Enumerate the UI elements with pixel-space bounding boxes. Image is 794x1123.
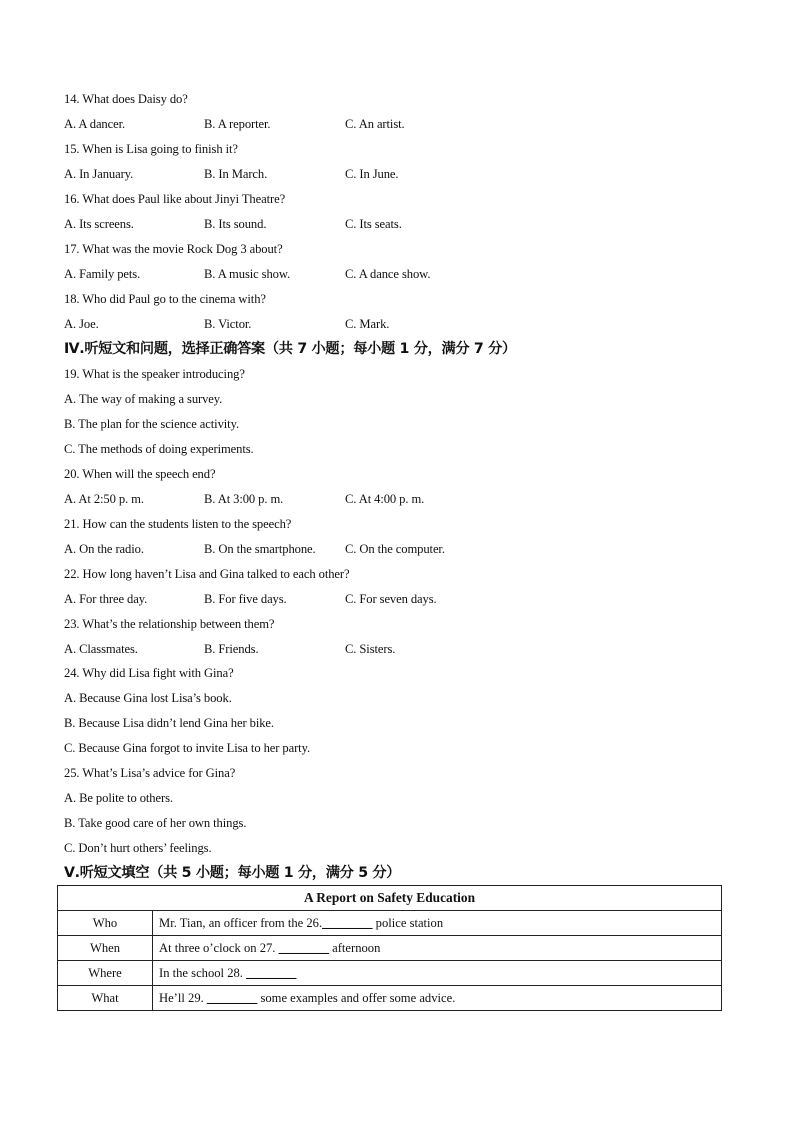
question-17-options	[64, 266, 484, 282]
option-a[interactable]: A. At 2:50 p. m.	[64, 492, 144, 506]
option-a[interactable]: A. Family pets.	[64, 267, 141, 281]
question-23: 23. What’s the relationship between them?	[64, 617, 275, 631]
question-16-options	[64, 216, 484, 232]
question-24-option-a[interactable]: A. Because Gina lost Lisa’s book.	[64, 691, 232, 705]
row-label: What	[58, 986, 153, 1011]
row-text-after: some examples and offer some advice.	[257, 990, 456, 1005]
option-c[interactable]: C. In June.	[345, 167, 399, 181]
option-c[interactable]: C. At 4:00 p. m.	[345, 492, 425, 506]
question-15-options	[64, 166, 484, 182]
question-25: 25. What’s Lisa’s advice for Gina?	[64, 766, 236, 780]
row-text-after: police station	[372, 915, 444, 930]
row-label: Who	[58, 911, 153, 936]
question-24-option-b[interactable]: B. Because Lisa didn’t lend Gina her bike.	[64, 716, 274, 730]
question-19-option-a[interactable]: A. The way of making a survey.	[64, 392, 223, 406]
question-19-option-b[interactable]: B. The plan for the science activity.	[64, 417, 239, 431]
row-text-before: He’ll 29.	[159, 990, 207, 1005]
row-content	[153, 936, 722, 961]
table-row	[58, 986, 722, 1011]
row-label: When	[58, 936, 153, 961]
question-21: 21. How can the students listen to the speech?	[64, 517, 292, 531]
answer-blank-27[interactable]: ________	[278, 940, 329, 955]
option-c[interactable]: C. On the computer.	[345, 542, 445, 556]
question-19: 19. What is the speaker introducing?	[64, 367, 245, 381]
question-20: 20. When will the speech end?	[64, 467, 216, 481]
option-b[interactable]: B. In March.	[204, 167, 268, 181]
question-22-options	[64, 591, 484, 607]
option-a[interactable]: A. On the radio.	[64, 542, 144, 556]
option-a[interactable]: A. Joe.	[64, 317, 99, 331]
row-text-before: In the school 28.	[159, 965, 247, 980]
question-18: 18. Who did Paul go to the cinema with?	[64, 292, 266, 306]
question-16: 16. What does Paul like about Jinyi Theatre?	[64, 192, 286, 206]
question-21-options	[64, 541, 484, 557]
option-c[interactable]: C. An artist.	[345, 117, 405, 131]
report-table	[57, 885, 722, 1011]
option-a[interactable]: A. For three day.	[64, 592, 148, 606]
question-20-options	[64, 491, 484, 507]
question-25-option-c[interactable]: C. Don’t hurt others’ feelings.	[64, 841, 212, 855]
option-a[interactable]: A. A dancer.	[64, 117, 126, 131]
option-c[interactable]: C. A dance show.	[345, 267, 431, 281]
option-b[interactable]: B. At 3:00 p. m.	[204, 492, 284, 506]
option-b[interactable]: B. A music show.	[204, 267, 291, 281]
question-24: 24. Why did Lisa fight with Gina?	[64, 666, 234, 680]
table-row	[58, 961, 722, 986]
question-14-options	[64, 116, 484, 132]
question-17: 17. What was the movie Rock Dog 3 about?	[64, 242, 283, 256]
question-22: 22. How long haven’t Lisa and Gina talked to each other?	[64, 567, 350, 581]
table-row	[58, 911, 722, 936]
report-title: A Report on Safety Education	[58, 886, 722, 911]
option-c[interactable]: C. Sisters.	[345, 642, 396, 656]
answer-blank-29[interactable]: ________	[206, 990, 258, 1005]
table-row	[58, 936, 722, 961]
option-a[interactable]: A. Classmates.	[64, 642, 138, 656]
question-25-option-a[interactable]: A. Be polite to others.	[64, 791, 173, 805]
row-text-before: Mr. Tian, an officer from the 26.	[159, 915, 323, 930]
option-c[interactable]: C. Its seats.	[345, 217, 402, 231]
section-4-title: Ⅳ.听短文和问题，选择正确答案（共 7 小题；每小题 1 分，满分 7 分）	[64, 341, 516, 357]
option-b[interactable]: B. Its sound.	[204, 217, 267, 231]
option-b[interactable]: B. Friends.	[204, 642, 259, 656]
option-b[interactable]: B. Victor.	[204, 317, 252, 331]
question-24-option-c[interactable]: C. Because Gina forgot to invite Lisa to her party.	[64, 741, 311, 755]
answer-blank-28[interactable]: ________	[246, 965, 297, 980]
question-25-option-b[interactable]: B. Take good care of her own things.	[64, 816, 247, 830]
question-15: 15. When is Lisa going to finish it?	[64, 142, 238, 156]
answer-blank-26[interactable]: ________	[322, 915, 373, 930]
option-c[interactable]: C. For seven days.	[345, 592, 437, 606]
row-content	[153, 961, 722, 986]
option-a[interactable]: A. Its screens.	[64, 217, 134, 231]
question-23-options	[64, 641, 484, 657]
row-text-after: afternoon	[328, 940, 381, 955]
option-b[interactable]: B. On the smartphone.	[204, 542, 316, 556]
option-b[interactable]: B. A reporter.	[204, 117, 271, 131]
question-14: 14. What does Daisy do?	[64, 92, 188, 106]
option-a[interactable]: A. In January.	[64, 167, 134, 181]
option-b[interactable]: B. For five days.	[204, 592, 287, 606]
row-label: Where	[58, 961, 153, 986]
row-text-before: At three o’clock on 27.	[159, 940, 279, 955]
question-19-option-c[interactable]: C. The methods of doing experiments.	[64, 442, 254, 456]
row-content	[153, 911, 722, 936]
row-content	[153, 986, 722, 1011]
section-5-title: Ⅴ.听短文填空（共 5 小题；每小题 1 分，满分 5 分）	[64, 865, 401, 881]
report-title-row	[58, 886, 722, 911]
question-18-options	[64, 316, 484, 332]
option-c[interactable]: C. Mark.	[345, 317, 390, 331]
